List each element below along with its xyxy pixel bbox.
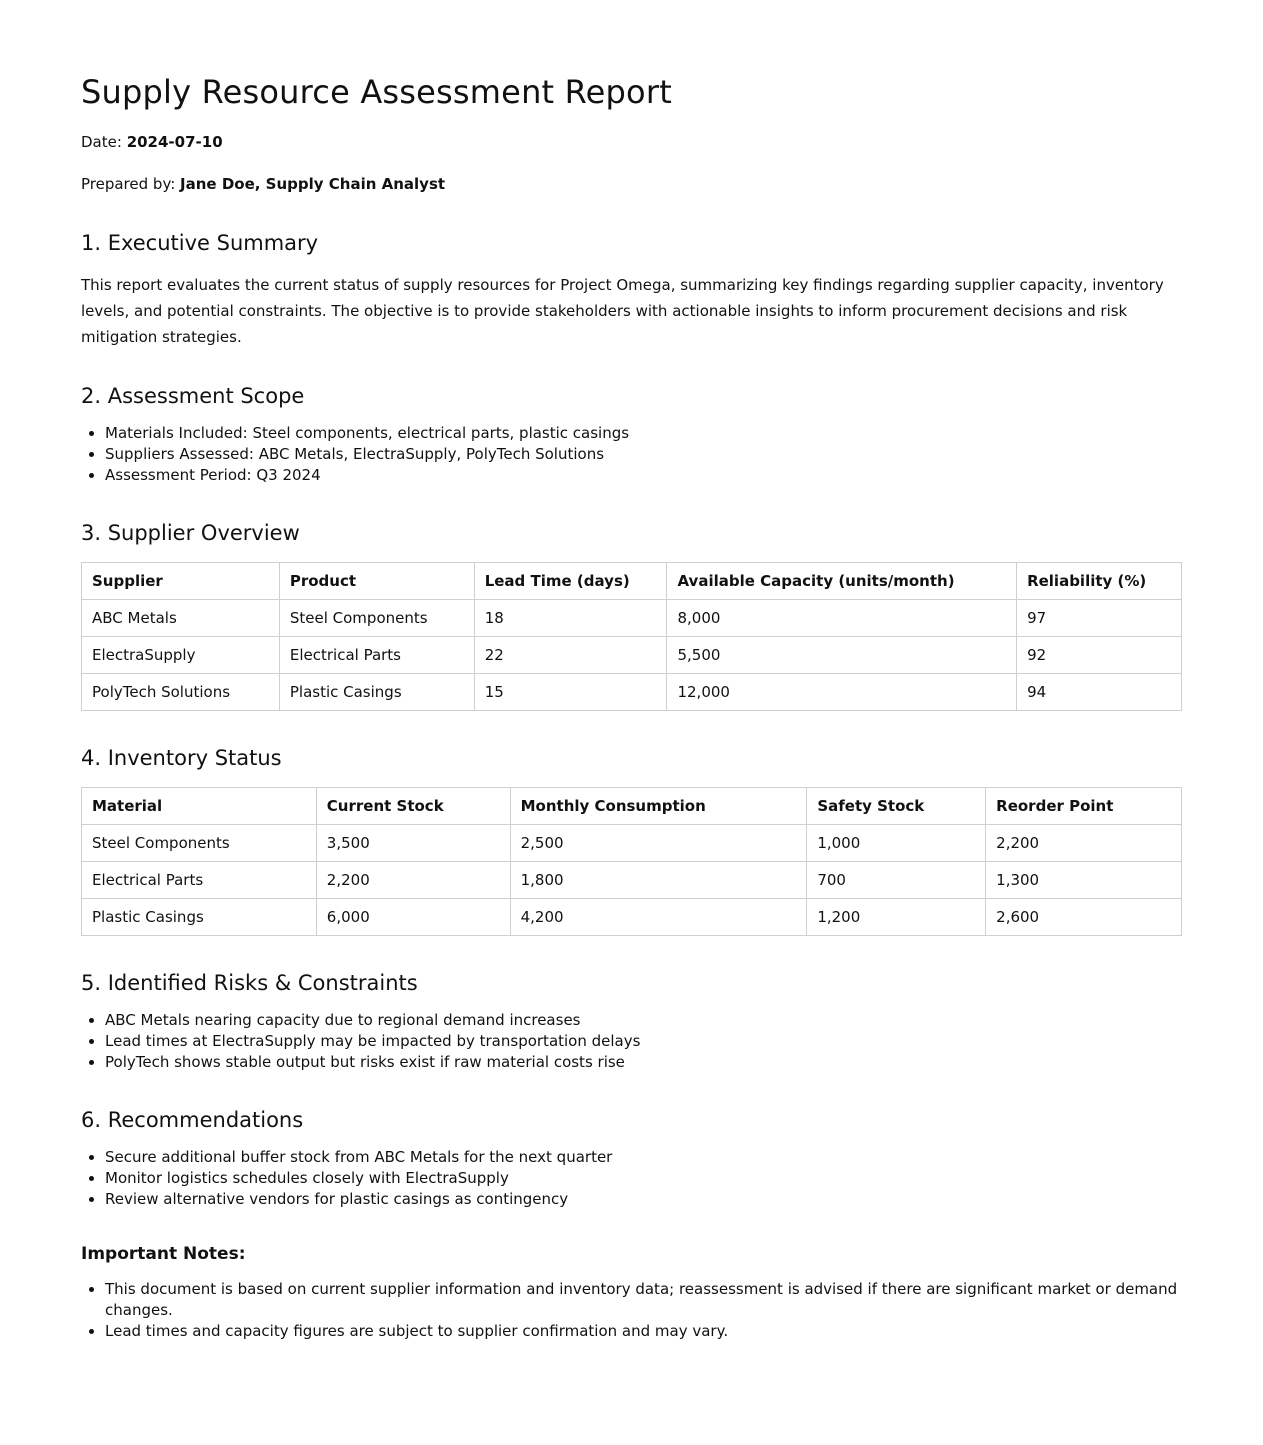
column-header: Monthly Consumption xyxy=(510,788,807,825)
table-cell: 92 xyxy=(1017,637,1182,674)
recommendations-list xyxy=(81,1147,1182,1210)
table-cell: 1,000 xyxy=(807,825,986,862)
table-cell: 94 xyxy=(1017,674,1182,711)
table-cell: Steel Components xyxy=(82,825,317,862)
list-item: • Materials Included: Steel components, electrical parts, plastic casings xyxy=(105,423,1182,444)
table-cell: 2,600 xyxy=(986,899,1182,936)
date-label: Date: xyxy=(81,133,127,151)
table-cell: 22 xyxy=(474,637,667,674)
date-value: 2024-07-10 xyxy=(126,133,223,151)
list-item: • This document is based on current supplier information and inventory data; reassessment is advised if there are significant market or demand changes. xyxy=(105,1279,1182,1321)
table-cell: Plastic Casings xyxy=(82,899,317,936)
column-header: Available Capacity (units/month) xyxy=(667,563,1017,600)
table-cell: 4,200 xyxy=(510,899,807,936)
supplier-overview-table xyxy=(81,562,1182,711)
table-header-row xyxy=(82,788,1182,825)
assessment-scope-heading: 2. Assessment Scope xyxy=(81,384,305,408)
table-cell: 1,800 xyxy=(510,862,807,899)
table-row xyxy=(82,600,1182,637)
column-header: Supplier xyxy=(82,563,280,600)
prepared-label: Prepared by: xyxy=(81,175,181,193)
table-cell: 15 xyxy=(474,674,667,711)
column-header: Lead Time (days) xyxy=(474,563,667,600)
prepared-by xyxy=(81,174,1182,194)
table-row xyxy=(82,637,1182,674)
list-item: • Lead times and capacity figures are subject to supplier confirmation and may vary. xyxy=(105,1321,1182,1342)
column-header: Product xyxy=(279,563,474,600)
list-item: • Monitor logistics schedules closely with ElectraSupply xyxy=(105,1168,1182,1189)
column-header: Reliability (%) xyxy=(1017,563,1182,600)
assessment-scope-list xyxy=(81,423,1182,486)
risks-list xyxy=(81,1010,1182,1073)
table-cell: 3,500 xyxy=(316,825,510,862)
table-cell: 18 xyxy=(474,600,667,637)
table-cell: Plastic Casings xyxy=(279,674,474,711)
important-notes-heading: Important Notes: xyxy=(81,1244,246,1264)
table-cell: 2,200 xyxy=(316,862,510,899)
column-header: Reorder Point xyxy=(986,788,1182,825)
important-notes-list xyxy=(81,1279,1182,1340)
risks-heading: 5. Identified Risks & Constraints xyxy=(81,971,418,995)
list-item: • Review alternative vendors for plastic casings as contingency xyxy=(105,1189,1182,1210)
executive-summary-heading: 1. Executive Summary xyxy=(81,231,319,255)
list-item: • Lead times at ElectraSupply may be impacted by transportation delays xyxy=(105,1031,1182,1052)
recommendations-heading: 6. Recommendations xyxy=(81,1108,304,1132)
table-cell: PolyTech Solutions xyxy=(82,674,280,711)
table-cell: 1,200 xyxy=(807,899,986,936)
table-cell: ABC Metals xyxy=(82,600,280,637)
column-header: Material xyxy=(82,788,317,825)
table-cell: 2,200 xyxy=(986,825,1182,862)
list-item: • Secure additional buffer stock from ABC Metals for the next quarter xyxy=(105,1147,1182,1168)
table-cell: 2,500 xyxy=(510,825,807,862)
inventory-status-table xyxy=(81,787,1182,936)
table-row xyxy=(82,674,1182,711)
table-cell: 12,000 xyxy=(667,674,1017,711)
table-cell: 700 xyxy=(807,862,986,899)
column-header: Current Stock xyxy=(316,788,510,825)
list-item: • PolyTech shows stable output but risks exist if raw material costs rise xyxy=(105,1052,1182,1073)
table-row xyxy=(82,862,1182,899)
table-cell: 5,500 xyxy=(667,637,1017,674)
column-header: Safety Stock xyxy=(807,788,986,825)
table-cell: 97 xyxy=(1017,600,1182,637)
table-header-row xyxy=(82,563,1182,600)
executive-summary-text: This report evaluates the current status of supply resources for Project Omega, summarizing key findings regarding supplier capacity, inventory levels, and potential constraints. The objective is to provide stakeholders with actionable insights to inform procurement decisions and risk mitigation strategies. xyxy=(81,276,1164,346)
page-title: Supply Resource Assessment Report xyxy=(81,73,672,111)
list-item: • ABC Metals nearing capacity due to regional demand increases xyxy=(105,1010,1182,1031)
table-cell: 8,000 xyxy=(667,600,1017,637)
report-date xyxy=(81,132,1182,152)
table-row xyxy=(82,825,1182,862)
table-row xyxy=(82,899,1182,936)
table-cell: 1,300 xyxy=(986,862,1182,899)
table-cell: 6,000 xyxy=(316,899,510,936)
list-item: • Assessment Period: Q3 2024 xyxy=(105,465,1182,486)
prepared-value: Jane Doe, Supply Chain Analyst xyxy=(180,175,446,193)
table-cell: ElectraSupply xyxy=(82,637,280,674)
inventory-status-heading: 4. Inventory Status xyxy=(81,746,282,770)
table-cell: Electrical Parts xyxy=(279,637,474,674)
list-item: • Suppliers Assessed: ABC Metals, ElectraSupply, PolyTech Solutions xyxy=(105,444,1182,465)
table-cell: Steel Components xyxy=(279,600,474,637)
table-cell: Electrical Parts xyxy=(82,862,317,899)
supplier-overview-heading: 3. Supplier Overview xyxy=(81,521,300,545)
